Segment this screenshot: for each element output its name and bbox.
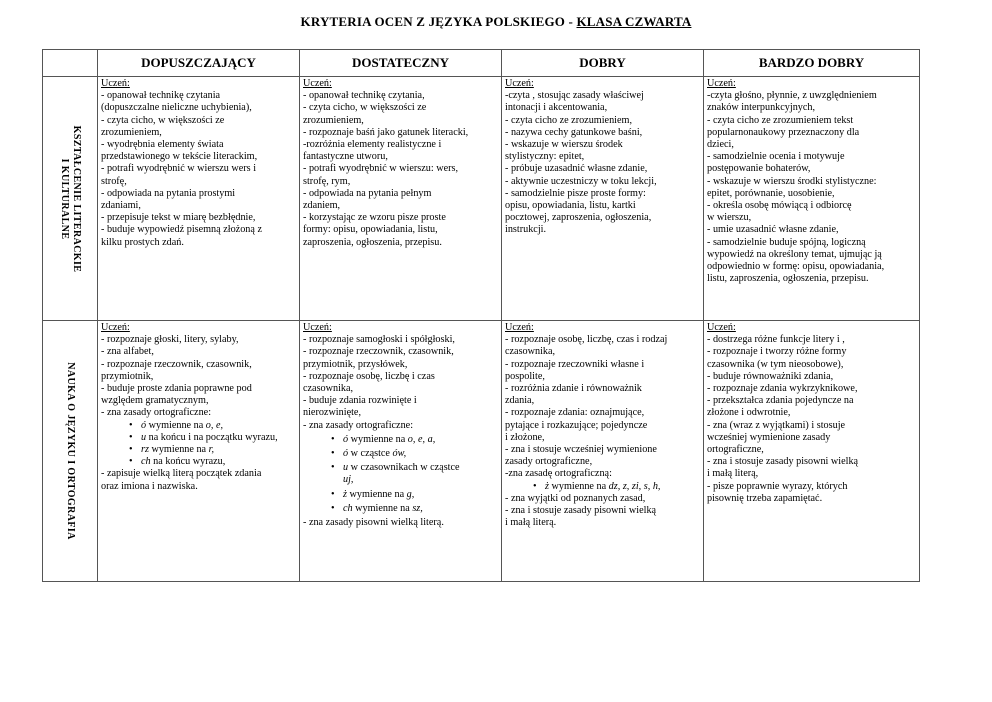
label-uczen [707, 78, 915, 90]
criteria-line: - buduje wypowiedź pisemną złożoną z [101, 224, 262, 236]
criteria-line: - zapisuje wielką literą początek zdania [101, 468, 262, 480]
criteria-line: strofę, rym, [303, 175, 351, 187]
criteria-cell [300, 321, 502, 582]
criteria-line: przedstawionego w tekście literackim, [101, 151, 258, 163]
criteria-line: - zna i stosuje wcześniej wymienione [505, 444, 657, 456]
label-uczen [505, 322, 699, 334]
criteria-line: zasady ortograficzne, [505, 456, 593, 468]
criteria-line: - określa osobę mówiącą i odbiorcę [707, 200, 852, 212]
rule-text: na końcu wyrazu, [150, 456, 226, 468]
criteria-cell [704, 321, 920, 582]
criteria-line: - rozpoznaje rzeczownik, czasownik, [101, 358, 252, 370]
criteria-line: - rozpoznaje rzeczowniki własne i [505, 358, 645, 370]
criteria-line: intonacji i akcentowania, [505, 102, 608, 114]
rule-letters: dz, z, zi, s, h, [608, 480, 661, 492]
spelling-rule [533, 481, 699, 493]
rule-letter: u [141, 431, 147, 443]
section-label: NAUKA O JĘZYKU I ORTOGRAFIA [65, 362, 76, 540]
criteria-line: czasownika, [505, 346, 556, 358]
criteria-line: - nazywa cechy gatunkowe baśni, [505, 126, 643, 138]
criteria-line: epitet, porównanie, uosobienie, [707, 187, 835, 199]
corner-cell [43, 50, 98, 77]
spelling-rules-list [303, 434, 497, 515]
spelling-rule [331, 462, 497, 486]
label-uczen-text: Uczeń: [505, 322, 534, 333]
rule-letter: ż [545, 480, 549, 492]
criteria-line: - buduje zdania rozwinięte i [303, 395, 417, 407]
section-language [43, 321, 98, 582]
criteria-line: - pisze poprawnie wyrazy, których [707, 480, 848, 492]
criteria-line: - samodzielnie ocenia i motywuje [707, 151, 845, 163]
criteria-line: postępowanie bohaterów, [707, 163, 811, 175]
criteria-line: (dopuszczalne nieliczne uchybienia), [101, 102, 252, 114]
criteria-line: - zna alfabet, [101, 346, 154, 358]
document-title [0, 14, 992, 30]
criteria-line: - rozpoznaje osobę, liczbę, czas i rodzaj [505, 334, 668, 346]
criteria-line: instrukcji. [505, 224, 547, 236]
rule-letters: ów, [392, 448, 407, 460]
header-dobry: DOBRY [502, 50, 704, 77]
label-uczen-text: Uczeń: [707, 78, 736, 89]
spelling-rule [331, 489, 497, 501]
criteria-line: - opanował technikę czytania, [303, 90, 425, 102]
criteria-line: - odpowiada na pytania prostymi [101, 187, 236, 199]
label-uczen-text: Uczeń: [505, 78, 534, 89]
rule-text: wymienne na [352, 502, 413, 514]
rule-letter: u [343, 462, 349, 474]
label-uczen [707, 322, 915, 334]
criteria-line: - zna zasady pisowni wielką literą. [303, 517, 444, 529]
rule-letter: ó [141, 419, 147, 431]
criteria-line: - rozpoznaje głoski, litery, sylaby, [101, 334, 239, 346]
criteria-line: - rozpoznaje zdania: oznajmujące, [505, 407, 645, 419]
label-uczen-text: Uczeń: [707, 322, 736, 333]
criteria-line: - rozpoznaje samogłoski i spółgłoski, [303, 334, 455, 346]
criteria-line: - rozpoznaje zdania wykrzyknikowe, [707, 383, 858, 395]
criteria-line: - zna i stosuje zasady pisowni wielką [707, 456, 859, 468]
criteria-line: opisu, opowiadania, listu, kartki [505, 200, 636, 212]
criteria-cell [502, 321, 704, 582]
criteria-line: - opanował technikę czytania [101, 90, 221, 102]
spelling-rule [331, 434, 497, 446]
criteria-line: listu, zaproszenia, ogłoszenia, przepisu. [707, 273, 869, 285]
criteria-line: -zna zasadę ortograficzną: [505, 468, 612, 480]
criteria-cell [98, 77, 300, 321]
criteria-line: fantastyczne utworu, [303, 151, 388, 163]
criteria-line: formy: opisu, opowiadania, listu, [303, 224, 438, 236]
criteria-line: złożone i odwrotnie, [707, 407, 791, 419]
criteria-line: kilku prostych zdań. [101, 236, 184, 248]
criteria-line: znaków interpunkcyjnych, [707, 102, 816, 114]
criteria-line: - potrafi wyodrębnić w wierszu: wers, [303, 163, 459, 175]
cell-content [502, 321, 703, 531]
criteria-line: zaproszenia, ogłoszenia, przepisu. [303, 236, 442, 248]
cell-content [98, 77, 299, 251]
table-row [43, 77, 920, 321]
criteria-line: - wskazuje w wierszu środki stylistyczne: [707, 175, 877, 187]
criteria-line: dzieci, [707, 139, 734, 151]
rule-letters: sz, [412, 502, 423, 514]
title-class: KLASA CZWARTA [576, 14, 692, 29]
rule-letter: ż [343, 488, 347, 500]
criteria-line: - zna zasady ortograficzne: [101, 407, 212, 419]
criteria-line: - samodzielnie pisze proste formy: [505, 187, 646, 199]
criteria-line: - czyta cicho ze zrozumieniem tekst [707, 114, 854, 126]
criteria-line: - rozpoznaje i tworzy różne formy [707, 346, 847, 358]
criteria-cell [704, 77, 920, 321]
rule-letters: uj, [343, 474, 354, 486]
spelling-rule [129, 432, 295, 444]
criteria-line: stylistyczny: epitet, [505, 151, 585, 163]
criteria-line: pisownię trzeba zapamiętać. [707, 492, 823, 504]
criteria-line: oraz imiona i nazwiska. [101, 480, 198, 492]
criteria-line: przymiotnik, [101, 370, 154, 382]
label-uczen-text: Uczeń: [101, 322, 130, 333]
cell-content [704, 77, 919, 287]
criteria-line: - zna wyjątki od poznanych zasad, [505, 492, 646, 504]
label-uczen [303, 78, 497, 90]
criteria-line: ortograficzne, [707, 444, 764, 456]
criteria-line: - czyta cicho, w większości ze [303, 102, 427, 114]
rule-text: wymienne na [146, 419, 206, 431]
criteria-line: - umie uzasadnić własne zdanie, [707, 224, 839, 236]
rule-letter: rz [141, 444, 149, 456]
criteria-line: i małą literą. [505, 517, 557, 529]
cell-content [300, 77, 501, 251]
label-uczen-text: Uczeń: [303, 78, 332, 89]
criteria-line: - rozpoznaje osobę, liczbę i czas [303, 370, 435, 382]
cell-content [704, 321, 919, 507]
criteria-line: w wierszu, [707, 212, 752, 224]
criteria-line: -czyta , stosując zasady właściwej [505, 90, 644, 102]
criteria-cell [98, 321, 300, 582]
criteria-line: i złożone, [505, 431, 545, 443]
rule-letters: o, e, a, [407, 433, 436, 445]
criteria-cell [300, 77, 502, 321]
header-dostateczny: DOSTATECZNY [300, 50, 502, 77]
rule-text: wymienne na [348, 433, 408, 445]
title-main: KRYTERIA OCEN Z JĘZYKA POLSKIEGO - [300, 14, 577, 29]
spelling-rule [129, 444, 295, 456]
criteria-line: - zna (wraz z wyjątkami) i stosuje [707, 419, 846, 431]
label-uczen-text: Uczeń: [303, 322, 332, 333]
criteria-line: zrozumieniem, [303, 114, 364, 126]
criteria-line: - aktywnie uczestniczy w toku lekcji, [505, 175, 657, 187]
header-row [43, 50, 920, 77]
label-uczen [505, 78, 699, 90]
spelling-rule [331, 448, 497, 460]
criteria-line: przymiotnik, przysłówek, [303, 358, 408, 370]
criteria-line: - zna i stosuje zasady pisowni wielką [505, 505, 657, 517]
rule-text: na końcu i na początku wyrazu, [146, 431, 278, 443]
rule-letter: ó [343, 448, 349, 460]
criteria-line: - wskazuje w wierszu środek [505, 139, 623, 151]
criteria-line: nierozwinięte, [303, 407, 361, 419]
criteria-line: czasownika, [303, 383, 354, 395]
criteria-line: wcześniej wymienione zasady [707, 431, 831, 443]
rule-letters: g, [406, 488, 415, 500]
criteria-line: pospolite, [505, 370, 545, 382]
spelling-rule [129, 420, 295, 432]
spelling-rules-list [101, 420, 295, 469]
label-uczen-text: Uczeń: [101, 78, 130, 89]
rule-letter: ch [141, 456, 151, 468]
criteria-line: zdania, [505, 395, 535, 407]
criteria-line: - czyta cicho, w większości ze [101, 114, 225, 126]
rule-text: wymienne na [148, 444, 209, 456]
rule-letter: ch [343, 502, 353, 514]
spelling-rule [129, 456, 295, 468]
criteria-line: odpowiednio w formę: opisu, opowiadania, [707, 261, 885, 273]
rule-letter: ó [343, 433, 349, 445]
criteria-line: - korzystając ze wzoru pisze proste [303, 212, 446, 224]
rule-letters: o, e, [205, 419, 224, 431]
criteria-line: i małą literą, [707, 468, 759, 480]
header-dopuszczajacy: DOPUSZCZAJĄCY [98, 50, 300, 77]
criteria-line: -rozróżnia elementy realistyczne i [303, 139, 442, 151]
criteria-line: -czyta głośno, płynnie, z uwzględnieniem [707, 90, 877, 102]
criteria-line: - przekształca zdania pojedyncze na [707, 395, 854, 407]
criteria-cell [502, 77, 704, 321]
criteria-line: - odpowiada na pytania pełnym [303, 187, 432, 199]
criteria-line: względem gramatycznym, [101, 395, 209, 407]
criteria-line: pocztowej, zaproszenia, ogłoszenia, [505, 212, 652, 224]
criteria-line: czasownika (w tym nieosobowe), [707, 358, 844, 370]
criteria-line: - wyodrębnia elementy świata [101, 139, 224, 151]
section-label: KSZTAŁCENIE LITERACKIE I KULTURALNE [59, 125, 82, 272]
spelling-rules-list [505, 481, 699, 493]
criteria-line: - potrafi wyodrębnić w wierszu wers i [101, 163, 257, 175]
label-uczen [101, 322, 295, 334]
section-literary [43, 77, 98, 321]
criteria-line: - buduje proste zdania poprawne pod [101, 383, 252, 395]
criteria-line: - buduje równoważniki zdania, [707, 370, 834, 382]
label-uczen [101, 78, 295, 90]
criteria-line: - czyta cicho ze zrozumieniem, [505, 114, 632, 126]
criteria-line: - próbuje uzasadnić własne zdanie, [505, 163, 648, 175]
rule-letters: r, [208, 444, 215, 456]
header-bardzo-dobry: BARDZO DOBRY [704, 50, 920, 77]
criteria-table [42, 49, 920, 582]
label-uczen [303, 322, 497, 334]
criteria-line: - zna zasady ortograficzne: [303, 419, 414, 431]
criteria-line: pytające i rozkazujące; pojedyncze [505, 419, 648, 431]
criteria-line: - samodzielnie buduje spójną, logiczną [707, 236, 866, 248]
cell-content [502, 77, 703, 239]
cell-content [300, 321, 501, 531]
criteria-line: zdaniami, [101, 200, 141, 212]
rule-text: wymienne na [346, 488, 407, 500]
criteria-line: zdaniem, [303, 200, 341, 212]
criteria-line: - rozróżnia zdanie i równoważnik [505, 383, 642, 395]
rule-text: w cząstce [348, 448, 393, 460]
rule-text: w czasownikach w cząstce [348, 462, 460, 474]
criteria-line: - przepisuje tekst w miarę bezbłędnie, [101, 212, 256, 224]
criteria-line: strofę, [101, 175, 127, 187]
criteria-line: popularnonaukowy przeznaczony dla [707, 126, 860, 138]
criteria-line: - rozpoznaje baśń jako gatunek literacki, [303, 126, 469, 138]
cell-content [98, 321, 299, 495]
criteria-line: - dostrzega różne funkcje litery i , [707, 334, 845, 346]
criteria-line: - rozpoznaje rzeczownik, czasownik, [303, 346, 454, 358]
rule-text: wymienne na [548, 480, 609, 492]
criteria-line: zrozumieniem, [101, 126, 162, 138]
table-row [43, 321, 920, 582]
criteria-line: wypowiedź na określony temat, ujmując ją [707, 248, 882, 260]
spelling-rule [331, 503, 497, 515]
